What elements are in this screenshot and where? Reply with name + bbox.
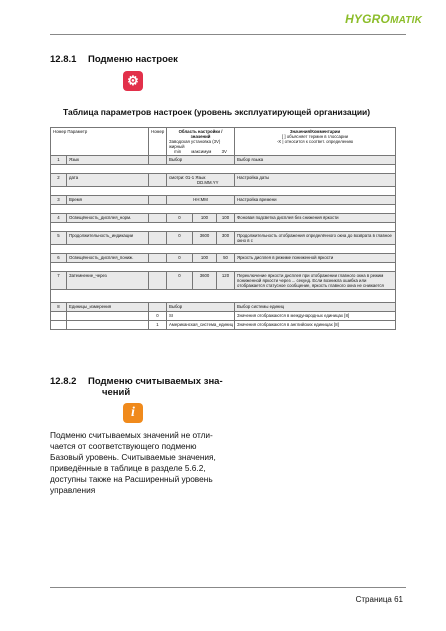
table-row: 3 Время HH:MM Настройка времени xyxy=(51,196,396,205)
table-subrow: 0 SI Значения отображаются в международных единицах [8] xyxy=(51,312,396,321)
table-row: 5 Продолжительность_индикации 0 3600 300 Продолжительность отображения определённого окна до возврата в главное окно в с xyxy=(51,232,396,245)
table-row: 6 Освещённость_дисплея_пониж. 0 100 50 Яркость дисплея в режиме пониженной яркости xyxy=(51,254,396,263)
section-heading-readout: 12.8.2 Подменю считываемых зна- чений xyxy=(50,376,223,398)
info-icon: i xyxy=(123,403,143,423)
table-row: 4 Освещённость_дисплея_норм. 0 100 100 Фоновая подсветка дисплея без снижения яркости xyxy=(51,214,396,223)
section-heading-settings: 12.8.1 Подменю настроек xyxy=(50,54,178,65)
header-range: Область настройки / значений Заводская установка (3V) жирный min максимум 3V xyxy=(167,128,235,156)
readout-description: Подменю считываемых значений не отли- чается от соответствующего подменю Базовый уровень. Считываемые значения, приведённые в таблице в разделе 5.6.2, доступны также на Расширенный уровень управления xyxy=(50,430,216,495)
table-row: 2 дата смотри: 01-1 Язык DD.MM.YY Настройка даты xyxy=(51,174,396,187)
settings-parameters-table xyxy=(50,127,396,330)
page-number: Страница 61 xyxy=(355,595,403,604)
table-subrow: 1 Американская_система_единиц Значения отображаются в английских единицах [8] xyxy=(51,321,396,330)
brand-logo: HYGROMATIK xyxy=(345,12,422,26)
header-num-param: Номер Параметр xyxy=(51,128,149,156)
table-row: 8 Единицы_измерения Выбор Выбор системы единиц xyxy=(51,303,396,312)
table-title: Таблица параметров настроек (уровень эксплуатирующей организации) xyxy=(63,107,371,117)
header-number: Номер xyxy=(149,128,167,156)
footer-rule xyxy=(50,587,406,588)
table-row: 1 Язык Выбор Выбор языка xyxy=(51,156,396,165)
header-values: Значения/Комментарии [ ] объясняет термин в глоссарии -X | относится к соответ. определению xyxy=(235,128,396,156)
header-rule xyxy=(50,34,406,35)
settings-icon: ⚙ xyxy=(123,71,143,91)
table-header-row xyxy=(51,128,396,156)
table-row: 7 Затемнение_через 0 3600 120 Переключение яркости дисплея при отображении главного окна в режим пониженной яркости через ... секунд. Если возникла ошибка или отображается статусное сообщение, яркость главного окна не снижается xyxy=(51,272,396,290)
